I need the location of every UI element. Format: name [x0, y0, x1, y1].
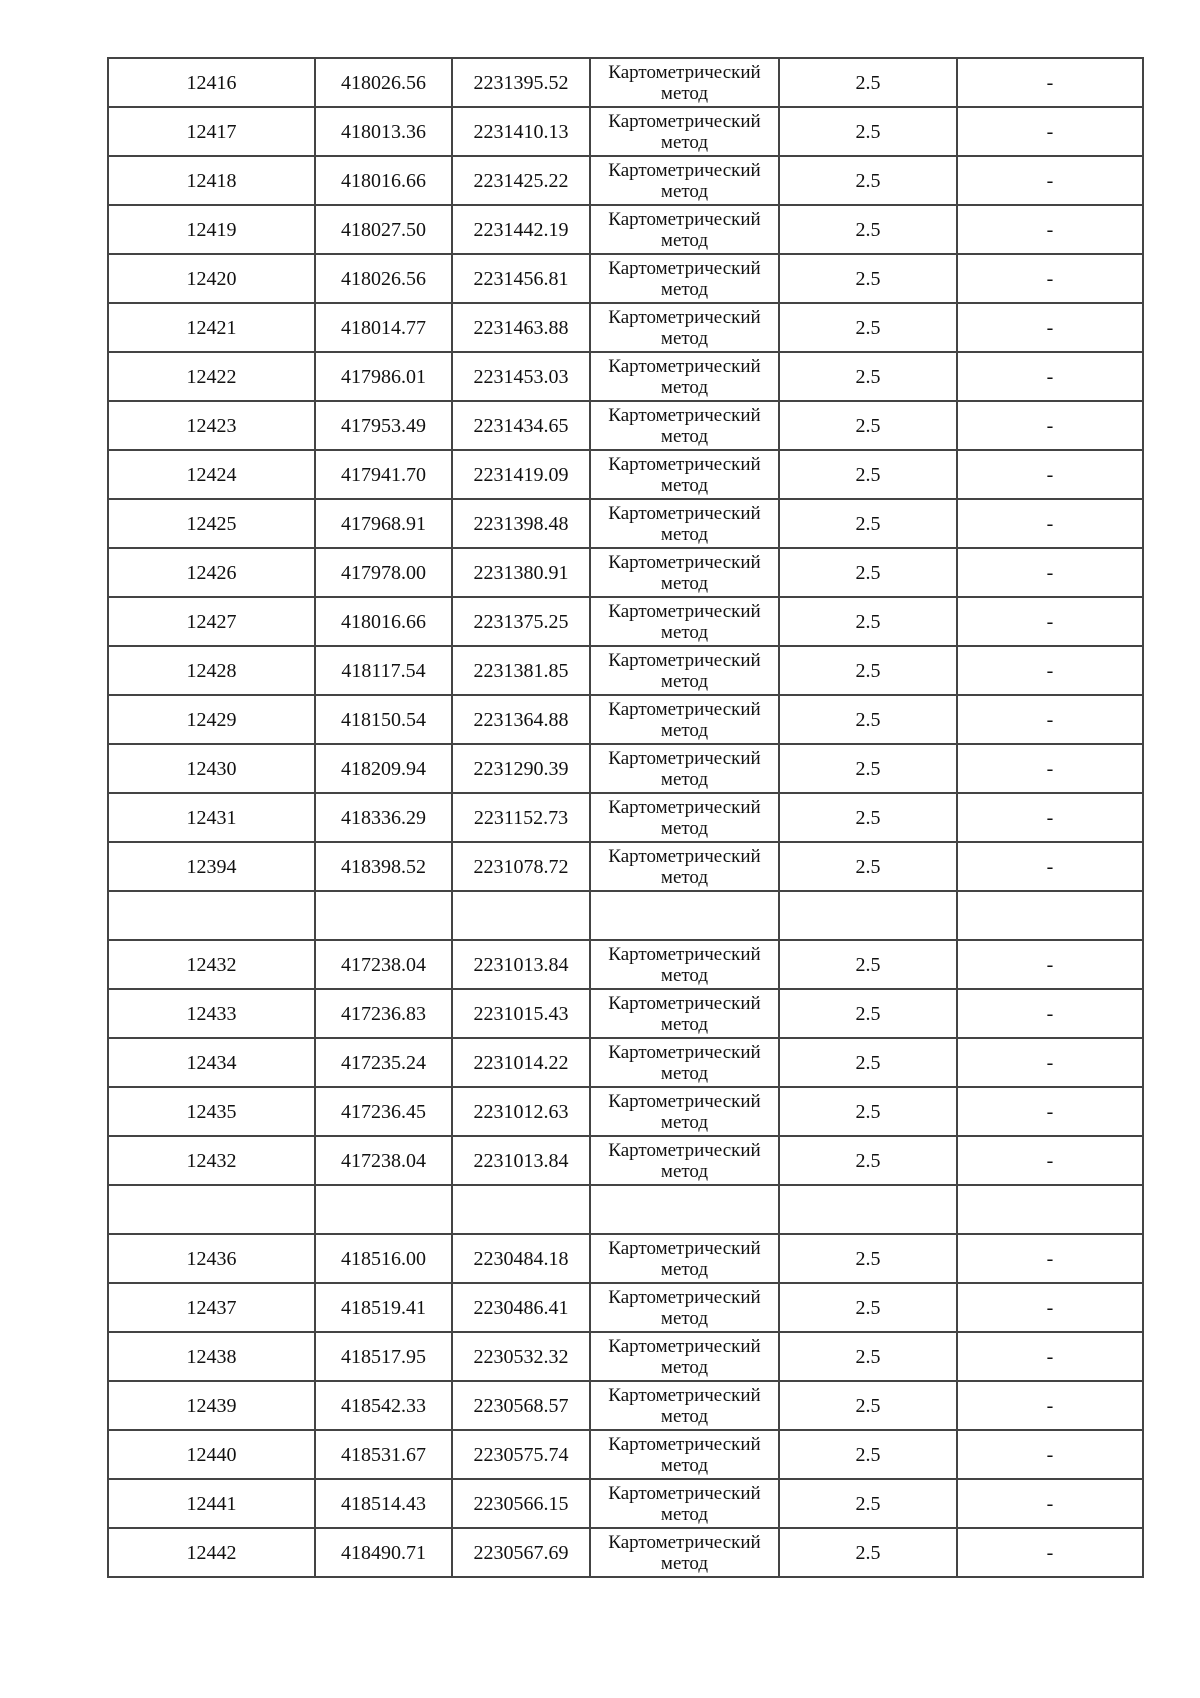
point-id-cell: 12438	[108, 1332, 315, 1381]
point-id-cell: 12440	[108, 1430, 315, 1479]
empty-cell	[315, 891, 452, 940]
x-coordinate-cell: 418531.67	[315, 1430, 452, 1479]
x-coordinate-cell: 418014.77	[315, 303, 452, 352]
x-coordinate-cell: 418516.00	[315, 1234, 452, 1283]
precision-cell: 2.5	[779, 58, 957, 107]
precision-cell: 2.5	[779, 401, 957, 450]
x-coordinate-cell: 418514.43	[315, 1479, 452, 1528]
point-id-cell: 12427	[108, 597, 315, 646]
method-cell: Картометрический метод	[590, 401, 779, 450]
y-coordinate-cell: 2231014.22	[452, 1038, 590, 1087]
note-cell: -	[957, 1038, 1143, 1087]
method-cell: Картометрический метод	[590, 793, 779, 842]
note-cell: -	[957, 1381, 1143, 1430]
table-row	[108, 1136, 1143, 1185]
x-coordinate-cell: 418027.50	[315, 205, 452, 254]
point-id-cell: 12417	[108, 107, 315, 156]
table-row	[108, 1381, 1143, 1430]
precision-cell: 2.5	[779, 646, 957, 695]
y-coordinate-cell: 2230568.57	[452, 1381, 590, 1430]
y-coordinate-cell: 2231425.22	[452, 156, 590, 205]
note-cell: -	[957, 499, 1143, 548]
method-cell: Картометрический метод	[590, 1136, 779, 1185]
point-id-cell: 12428	[108, 646, 315, 695]
precision-cell: 2.5	[779, 989, 957, 1038]
precision-cell: 2.5	[779, 793, 957, 842]
x-coordinate-cell: 417238.04	[315, 1136, 452, 1185]
y-coordinate-cell: 2230532.32	[452, 1332, 590, 1381]
note-cell: -	[957, 352, 1143, 401]
point-id-cell: 12423	[108, 401, 315, 450]
coordinates-table-body	[108, 58, 1143, 1577]
point-id-cell: 12434	[108, 1038, 315, 1087]
point-id-cell: 12394	[108, 842, 315, 891]
precision-cell: 2.5	[779, 1087, 957, 1136]
point-id-cell: 12441	[108, 1479, 315, 1528]
table-row	[108, 646, 1143, 695]
y-coordinate-cell: 2230486.41	[452, 1283, 590, 1332]
table-row	[108, 1430, 1143, 1479]
point-id-cell: 12433	[108, 989, 315, 1038]
point-id-cell: 12424	[108, 450, 315, 499]
method-cell: Картометрический метод	[590, 1038, 779, 1087]
table-row	[108, 793, 1143, 842]
precision-cell: 2.5	[779, 548, 957, 597]
method-cell: Картометрический метод	[590, 450, 779, 499]
point-id-cell: 12431	[108, 793, 315, 842]
point-id-cell: 12435	[108, 1087, 315, 1136]
method-cell: Картометрический метод	[590, 254, 779, 303]
x-coordinate-cell: 418398.52	[315, 842, 452, 891]
coordinates-table	[107, 57, 1144, 1578]
method-cell: Картометрический метод	[590, 1381, 779, 1430]
table-row	[108, 548, 1143, 597]
precision-cell: 2.5	[779, 156, 957, 205]
precision-cell: 2.5	[779, 450, 957, 499]
table-row	[108, 744, 1143, 793]
note-cell: -	[957, 940, 1143, 989]
y-coordinate-cell: 2231015.43	[452, 989, 590, 1038]
empty-cell	[315, 1185, 452, 1234]
y-coordinate-cell: 2231375.25	[452, 597, 590, 646]
note-cell: -	[957, 401, 1143, 450]
x-coordinate-cell: 418117.54	[315, 646, 452, 695]
table-row	[108, 695, 1143, 744]
method-cell: Картометрический метод	[590, 1283, 779, 1332]
precision-cell: 2.5	[779, 107, 957, 156]
point-id-cell: 12432	[108, 1136, 315, 1185]
precision-cell: 2.5	[779, 1234, 957, 1283]
y-coordinate-cell: 2231152.73	[452, 793, 590, 842]
x-coordinate-cell: 417941.70	[315, 450, 452, 499]
note-cell: -	[957, 744, 1143, 793]
x-coordinate-cell: 418150.54	[315, 695, 452, 744]
note-cell: -	[957, 254, 1143, 303]
precision-cell: 2.5	[779, 597, 957, 646]
precision-cell: 2.5	[779, 1528, 957, 1577]
separator-row	[108, 1185, 1143, 1234]
point-id-cell: 12430	[108, 744, 315, 793]
empty-cell	[957, 891, 1143, 940]
point-id-cell: 12425	[108, 499, 315, 548]
precision-cell: 2.5	[779, 1038, 957, 1087]
method-cell: Картометрический метод	[590, 1479, 779, 1528]
table-row	[108, 401, 1143, 450]
empty-cell	[108, 891, 315, 940]
x-coordinate-cell: 418013.36	[315, 107, 452, 156]
table-row	[108, 107, 1143, 156]
x-coordinate-cell: 417236.83	[315, 989, 452, 1038]
x-coordinate-cell: 418542.33	[315, 1381, 452, 1430]
y-coordinate-cell: 2231013.84	[452, 1136, 590, 1185]
y-coordinate-cell: 2230566.15	[452, 1479, 590, 1528]
note-cell: -	[957, 205, 1143, 254]
precision-cell: 2.5	[779, 1381, 957, 1430]
method-cell: Картометрический метод	[590, 352, 779, 401]
method-cell: Картометрический метод	[590, 1234, 779, 1283]
x-coordinate-cell: 417978.00	[315, 548, 452, 597]
x-coordinate-cell: 418026.56	[315, 58, 452, 107]
method-cell: Картометрический метод	[590, 940, 779, 989]
note-cell: -	[957, 1332, 1143, 1381]
precision-cell: 2.5	[779, 499, 957, 548]
x-coordinate-cell: 417968.91	[315, 499, 452, 548]
precision-cell: 2.5	[779, 695, 957, 744]
point-id-cell: 12421	[108, 303, 315, 352]
y-coordinate-cell: 2231442.19	[452, 205, 590, 254]
note-cell: -	[957, 107, 1143, 156]
method-cell: Картометрический метод	[590, 1430, 779, 1479]
y-coordinate-cell: 2230567.69	[452, 1528, 590, 1577]
note-cell: -	[957, 450, 1143, 499]
precision-cell: 2.5	[779, 940, 957, 989]
y-coordinate-cell: 2231398.48	[452, 499, 590, 548]
table-row	[108, 842, 1143, 891]
empty-cell	[590, 1185, 779, 1234]
x-coordinate-cell: 417238.04	[315, 940, 452, 989]
point-id-cell: 12429	[108, 695, 315, 744]
table-row	[108, 1479, 1143, 1528]
x-coordinate-cell: 418519.41	[315, 1283, 452, 1332]
note-cell: -	[957, 1430, 1143, 1479]
point-id-cell: 12432	[108, 940, 315, 989]
note-cell: -	[957, 1234, 1143, 1283]
table-row	[108, 1234, 1143, 1283]
point-id-cell: 12418	[108, 156, 315, 205]
table-row	[108, 1528, 1143, 1577]
table-row	[108, 156, 1143, 205]
method-cell: Картометрический метод	[590, 695, 779, 744]
table-row	[108, 303, 1143, 352]
method-cell: Картометрический метод	[590, 303, 779, 352]
method-cell: Картометрический метод	[590, 58, 779, 107]
point-id-cell: 12426	[108, 548, 315, 597]
note-cell: -	[957, 156, 1143, 205]
table-row	[108, 940, 1143, 989]
y-coordinate-cell: 2231012.63	[452, 1087, 590, 1136]
table-row	[108, 1283, 1143, 1332]
method-cell: Картометрический метод	[590, 1528, 779, 1577]
method-cell: Картометрический метод	[590, 744, 779, 793]
y-coordinate-cell: 2231078.72	[452, 842, 590, 891]
point-id-cell: 12442	[108, 1528, 315, 1577]
y-coordinate-cell: 2231395.52	[452, 58, 590, 107]
method-cell: Картометрический метод	[590, 499, 779, 548]
x-coordinate-cell: 418490.71	[315, 1528, 452, 1577]
table-row	[108, 450, 1143, 499]
y-coordinate-cell: 2231364.88	[452, 695, 590, 744]
table-row	[108, 205, 1143, 254]
note-cell: -	[957, 793, 1143, 842]
note-cell: -	[957, 1283, 1143, 1332]
precision-cell: 2.5	[779, 744, 957, 793]
precision-cell: 2.5	[779, 842, 957, 891]
y-coordinate-cell: 2231434.65	[452, 401, 590, 450]
y-coordinate-cell: 2231419.09	[452, 450, 590, 499]
table-row	[108, 352, 1143, 401]
x-coordinate-cell: 417235.24	[315, 1038, 452, 1087]
x-coordinate-cell: 418517.95	[315, 1332, 452, 1381]
point-id-cell: 12422	[108, 352, 315, 401]
x-coordinate-cell: 418336.29	[315, 793, 452, 842]
y-coordinate-cell: 2231453.03	[452, 352, 590, 401]
precision-cell: 2.5	[779, 205, 957, 254]
method-cell: Картометрический метод	[590, 548, 779, 597]
x-coordinate-cell: 418016.66	[315, 156, 452, 205]
y-coordinate-cell: 2231456.81	[452, 254, 590, 303]
table-row	[108, 1038, 1143, 1087]
point-id-cell: 12439	[108, 1381, 315, 1430]
precision-cell: 2.5	[779, 303, 957, 352]
empty-cell	[452, 891, 590, 940]
separator-row	[108, 891, 1143, 940]
x-coordinate-cell: 417986.01	[315, 352, 452, 401]
table-row	[108, 989, 1143, 1038]
note-cell: -	[957, 646, 1143, 695]
y-coordinate-cell: 2231380.91	[452, 548, 590, 597]
note-cell: -	[957, 842, 1143, 891]
precision-cell: 2.5	[779, 254, 957, 303]
x-coordinate-cell: 417236.45	[315, 1087, 452, 1136]
method-cell: Картометрический метод	[590, 156, 779, 205]
table-row	[108, 597, 1143, 646]
x-coordinate-cell: 418016.66	[315, 597, 452, 646]
empty-cell	[590, 891, 779, 940]
note-cell: -	[957, 989, 1143, 1038]
empty-cell	[452, 1185, 590, 1234]
note-cell: -	[957, 548, 1143, 597]
note-cell: -	[957, 1528, 1143, 1577]
y-coordinate-cell: 2231013.84	[452, 940, 590, 989]
note-cell: -	[957, 695, 1143, 744]
note-cell: -	[957, 1479, 1143, 1528]
empty-cell	[957, 1185, 1143, 1234]
y-coordinate-cell: 2231290.39	[452, 744, 590, 793]
x-coordinate-cell: 418209.94	[315, 744, 452, 793]
table-row	[108, 1332, 1143, 1381]
point-id-cell: 12419	[108, 205, 315, 254]
empty-cell	[779, 1185, 957, 1234]
method-cell: Картометрический метод	[590, 1332, 779, 1381]
empty-cell	[779, 891, 957, 940]
y-coordinate-cell: 2230484.18	[452, 1234, 590, 1283]
note-cell: -	[957, 597, 1143, 646]
precision-cell: 2.5	[779, 1332, 957, 1381]
method-cell: Картометрический метод	[590, 205, 779, 254]
note-cell: -	[957, 58, 1143, 107]
y-coordinate-cell: 2230575.74	[452, 1430, 590, 1479]
method-cell: Картометрический метод	[590, 842, 779, 891]
method-cell: Картометрический метод	[590, 646, 779, 695]
y-coordinate-cell: 2231410.13	[452, 107, 590, 156]
x-coordinate-cell: 418026.56	[315, 254, 452, 303]
y-coordinate-cell: 2231381.85	[452, 646, 590, 695]
note-cell: -	[957, 1087, 1143, 1136]
method-cell: Картометрический метод	[590, 597, 779, 646]
precision-cell: 2.5	[779, 1136, 957, 1185]
table-row	[108, 58, 1143, 107]
empty-cell	[108, 1185, 315, 1234]
y-coordinate-cell: 2231463.88	[452, 303, 590, 352]
method-cell: Картометрический метод	[590, 1087, 779, 1136]
table-row	[108, 254, 1143, 303]
point-id-cell: 12416	[108, 58, 315, 107]
method-cell: Картометрический метод	[590, 989, 779, 1038]
table-row	[108, 499, 1143, 548]
precision-cell: 2.5	[779, 352, 957, 401]
note-cell: -	[957, 1136, 1143, 1185]
method-cell: Картометрический метод	[590, 107, 779, 156]
precision-cell: 2.5	[779, 1479, 957, 1528]
x-coordinate-cell: 417953.49	[315, 401, 452, 450]
precision-cell: 2.5	[779, 1283, 957, 1332]
precision-cell: 2.5	[779, 1430, 957, 1479]
point-id-cell: 12437	[108, 1283, 315, 1332]
note-cell: -	[957, 303, 1143, 352]
table-row	[108, 1087, 1143, 1136]
point-id-cell: 12420	[108, 254, 315, 303]
point-id-cell: 12436	[108, 1234, 315, 1283]
